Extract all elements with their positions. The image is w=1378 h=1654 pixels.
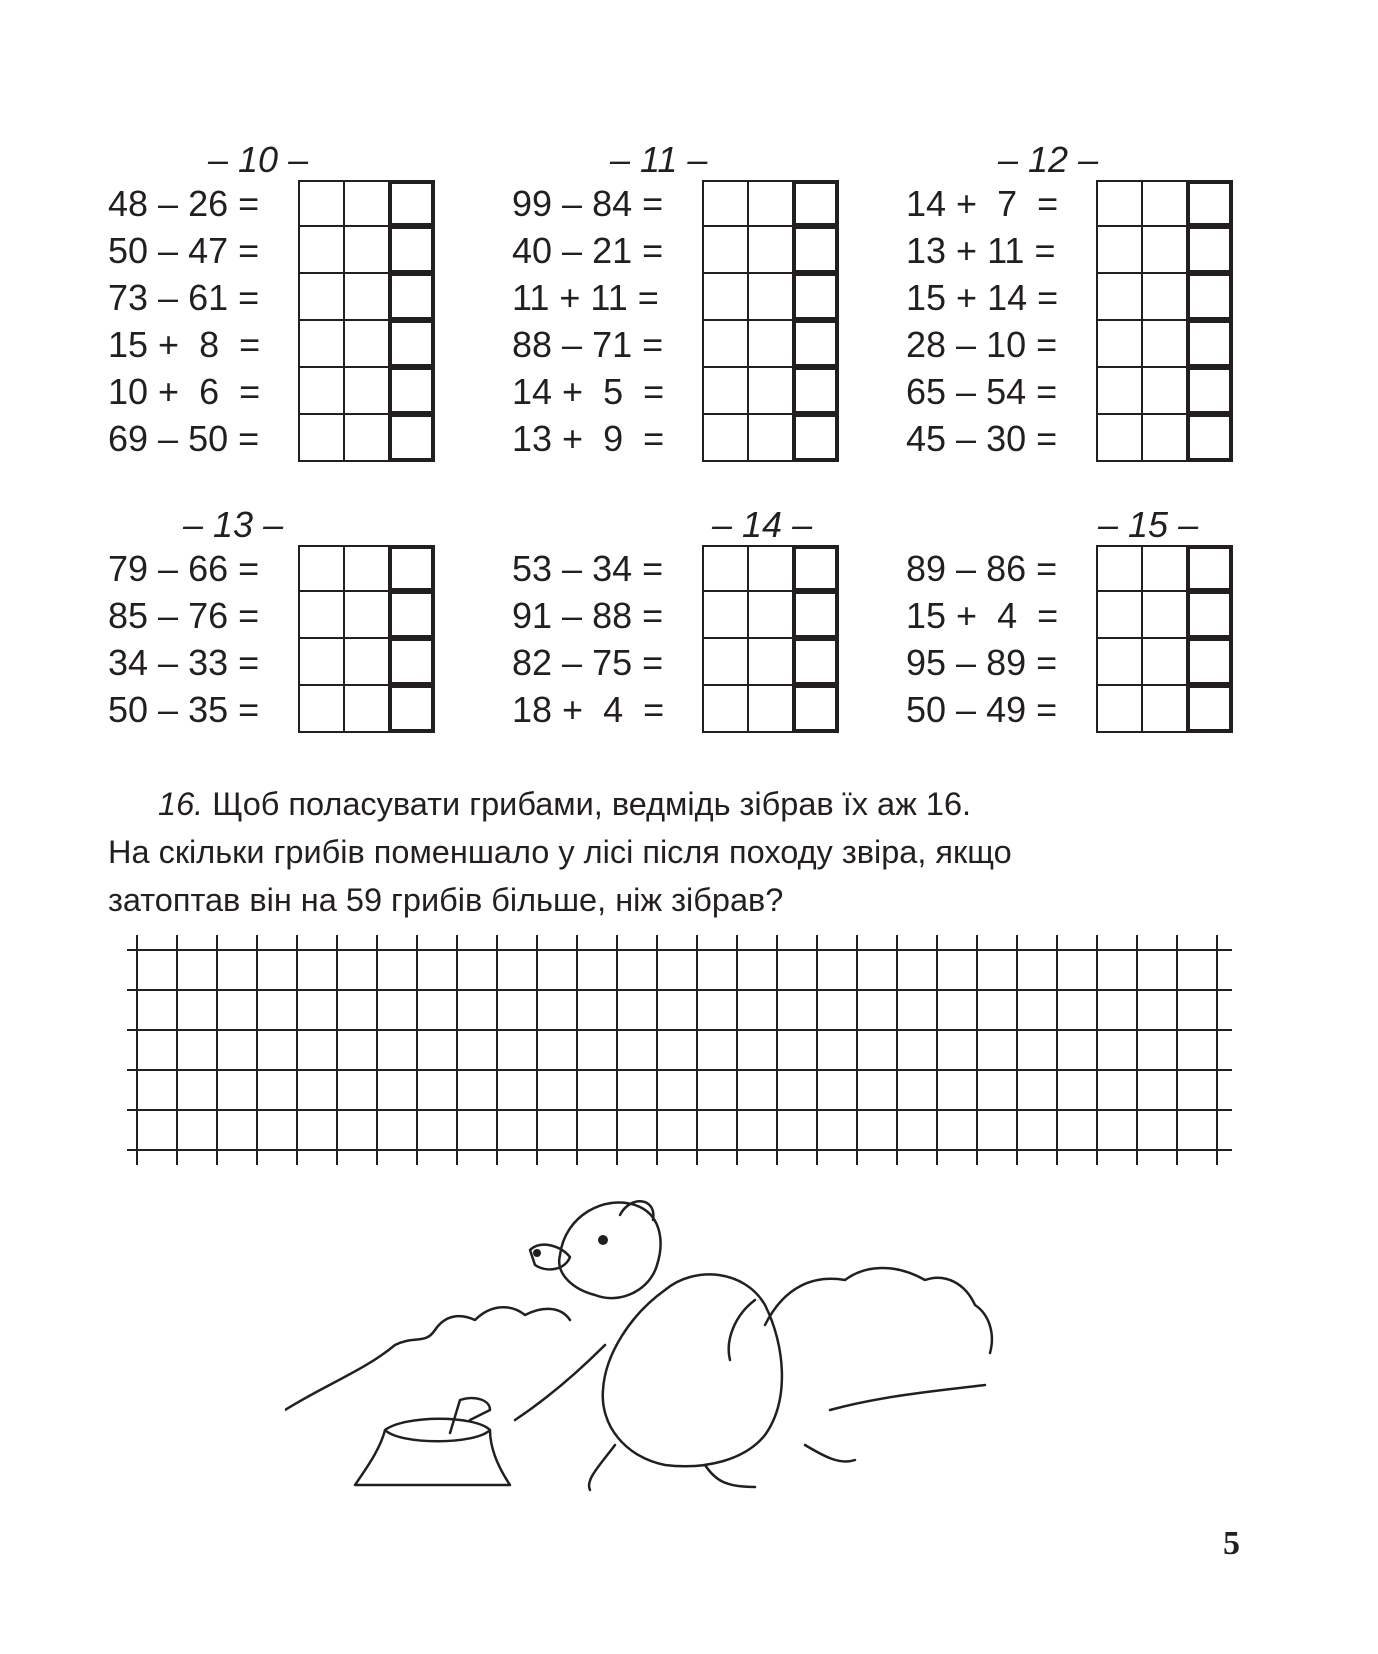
equation-text: 28 – 10 = [906,324,1058,365]
answer-boxes[interactable] [702,639,839,686]
equation-text: 50 – 35 = [108,689,260,730]
equation-row [906,368,1266,415]
equation-text: 73 – 61 = [108,277,260,318]
exercise-rows [906,180,1266,462]
equation-text: 89 – 86 = [906,548,1058,589]
answer-boxes[interactable] [702,368,839,415]
equation-row [108,180,468,227]
answer-boxes[interactable] [702,274,839,321]
exercise-rows [512,545,872,733]
equation-row [108,274,468,321]
answer-boxes[interactable] [1096,368,1233,415]
problem-line-1 [108,780,1240,828]
bear-eye [598,1235,608,1245]
equation-row [108,321,468,368]
equation-row [108,686,468,733]
answer-boxes[interactable] [1096,592,1233,639]
answer-boxes[interactable] [298,415,435,462]
mushroom-icon [450,1398,490,1433]
equation-row [512,639,872,686]
answer-boxes[interactable] [298,639,435,686]
exercise-rows [108,545,468,733]
equation-row [108,368,468,415]
answer-boxes[interactable] [702,321,839,368]
exercise-title: – 15 – [1098,504,1199,545]
equation-row [906,639,1266,686]
answer-boxes[interactable] [702,415,839,462]
equation-row [906,321,1266,368]
equation-text: 65 – 54 = [906,371,1058,412]
answer-boxes[interactable] [1096,686,1233,733]
equation-row [108,639,468,686]
answer-boxes[interactable] [298,274,435,321]
bear-head [559,1202,660,1298]
equation-text: 50 – 47 = [108,230,260,271]
exercise-rows [108,180,468,462]
equation-text: 40 – 21 = [512,230,664,271]
equation-row [108,227,468,274]
exercise-rows [906,545,1266,733]
exercise-title: – 14 – [712,504,813,545]
exercise-title: – 12 – [998,139,1099,180]
equation-text: 15 + 8 = [108,324,261,365]
problem-line-2: На скільки грибів поменшало у лісі після походу звіра, якщо [108,834,1012,870]
answer-boxes[interactable] [1096,180,1233,227]
equation-text: 48 – 26 = [108,183,260,224]
bear-illustration [285,1195,1045,1505]
exercise-title: – 13 – [183,504,284,545]
answer-boxes[interactable] [298,592,435,639]
problem-text-1: Щоб поласувати грибами, ведмідь зібрав їх аж 16. [212,786,972,822]
equation-row [512,592,872,639]
equation-text: 85 – 76 = [108,595,260,636]
equation-text: 82 – 75 = [512,642,664,683]
equation-row [906,592,1266,639]
answer-boxes[interactable] [702,227,839,274]
answer-boxes[interactable] [298,368,435,415]
stump [355,1419,510,1485]
exercise-rows [512,180,872,462]
problem-number: 16. [158,786,204,822]
equation-text: 45 – 30 = [906,418,1058,459]
answer-grid[interactable] [122,935,1232,1165]
equation-row [512,368,872,415]
answer-boxes[interactable] [298,321,435,368]
equation-text: 91 – 88 = [512,595,664,636]
answer-boxes[interactable] [1096,274,1233,321]
exercise-title: – 10 – [208,139,309,180]
equation-text: 34 – 33 = [108,642,260,683]
equation-text: 15 + 14 = [906,277,1059,318]
equation-text: 13 + 9 = [512,418,665,459]
equation-row [512,321,872,368]
equation-text: 11 + 11 = [512,277,659,318]
answer-boxes[interactable] [1096,227,1233,274]
equation-row [512,415,872,462]
equation-text: 79 – 66 = [108,548,260,589]
equation-row [108,415,468,462]
equation-text: 99 – 84 = [512,183,664,224]
answer-boxes[interactable] [702,592,839,639]
equation-text: 13 + 11 = [906,230,1056,271]
answer-boxes[interactable] [298,686,435,733]
bear-legs [589,1445,855,1490]
answer-boxes[interactable] [1096,639,1233,686]
answer-boxes[interactable] [1096,415,1233,462]
equation-text: 14 + 5 = [512,371,665,412]
equation-row [512,686,872,733]
equation-text: 15 + 4 = [906,595,1059,636]
answer-boxes[interactable] [702,180,839,227]
equation-row [906,227,1266,274]
answer-boxes[interactable] [1096,545,1233,592]
bear-ear [620,1201,653,1220]
equation-text: 10 + 6 = [108,371,261,412]
equation-text: 14 + 7 = [906,183,1059,224]
equation-row [512,227,872,274]
equation-text: 95 – 89 = [906,642,1058,683]
equation-text: 50 – 49 = [906,689,1058,730]
page-number: 5 [1223,1525,1240,1562]
equation-row [906,545,1266,592]
equation-text: 69 – 50 = [108,418,260,459]
equation-row [512,545,872,592]
word-problem [108,780,1240,924]
answer-boxes[interactable] [298,227,435,274]
equation-text: 18 + 4 = [512,689,665,730]
answer-boxes[interactable] [702,686,839,733]
answer-boxes[interactable] [298,545,435,592]
answer-boxes[interactable] [702,545,839,592]
exercise-title: – 11 – [610,139,708,180]
equation-row [108,545,468,592]
equation-row [512,274,872,321]
bear-nose [533,1249,541,1257]
answer-boxes[interactable] [298,180,435,227]
bear-body [603,1274,782,1466]
equation-row [906,180,1266,227]
equation-row [906,274,1266,321]
bear-snout [530,1245,570,1270]
equation-text: 53 – 34 = [512,548,664,589]
problem-line-3: затоптав він на 59 грибів більше, ніж зібрав? [108,882,784,918]
equation-row [512,180,872,227]
equation-text: 88 – 71 = [512,324,664,365]
answer-boxes[interactable] [1096,321,1233,368]
equation-row [906,686,1266,733]
equation-row [906,415,1266,462]
equation-row [108,592,468,639]
